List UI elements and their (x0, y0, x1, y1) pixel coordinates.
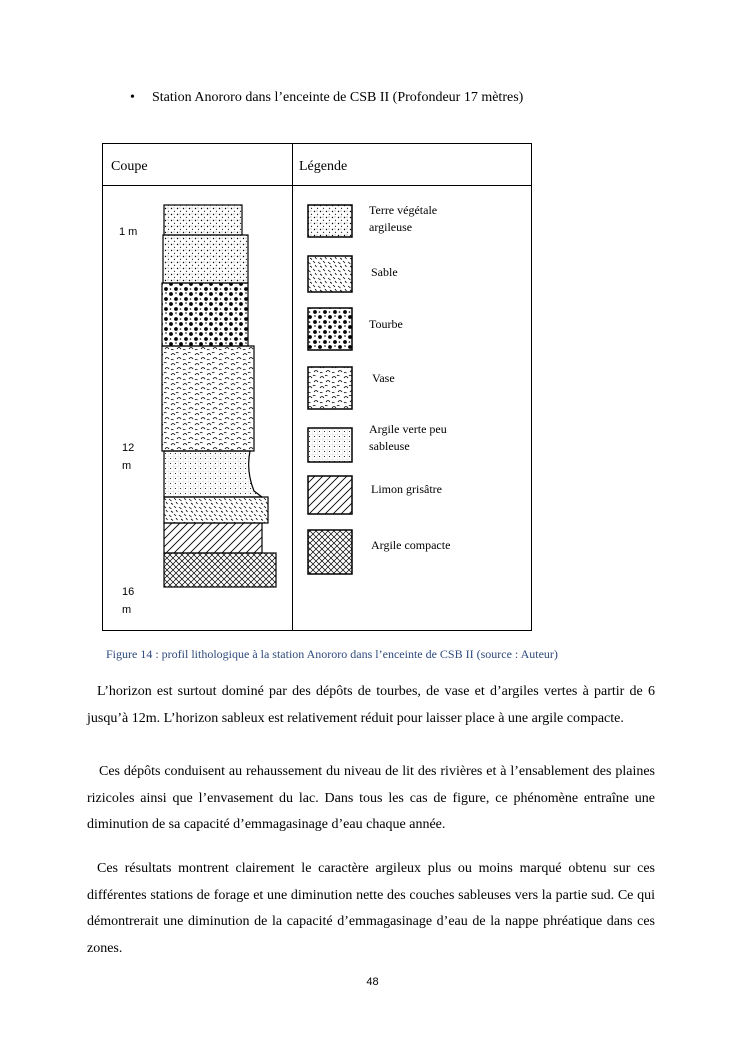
swatch-terre-vegetale (308, 205, 352, 237)
legend-label-tourbe: Tourbe (369, 317, 403, 331)
bullet-text: Station Anororo dans l’enceinte de CSB II (Profondeur 17 mètres) (152, 90, 524, 105)
depth-label-1m: 1 m (119, 226, 138, 238)
swatch-argile-compacte (308, 530, 352, 574)
layer-terre-argileuse (163, 235, 248, 283)
depth-label-12m: 12 m (122, 442, 135, 472)
depth-label-16m: 16 m (122, 586, 135, 616)
layer-terre-vegetale (164, 205, 242, 235)
page-number: 48 (366, 976, 379, 988)
lithology-table (102, 143, 532, 631)
layer-sable (164, 497, 268, 523)
header-divider (103, 185, 531, 186)
legend-label-vase: Vase (372, 371, 395, 385)
swatch-argile-verte (308, 428, 352, 462)
stratigraphic-column (158, 201, 286, 591)
swatch-vase (308, 367, 352, 409)
paragraph-2: Ces dépôts conduisent au rehaussement du niveau de lit des rivières et à l’ensablement des plaines rizicoles ainsi que l’envasement du lac. Dans tous les cas de figure, ce phénomène entraîne une diminution de sa capacité d’emmagasinage d’eau chaque année. (87, 764, 655, 832)
swatch-limon (308, 476, 352, 514)
header-coupe: Coupe (111, 159, 148, 174)
swatch-tourbe (308, 308, 352, 350)
legend-label-argile-verte: Argile verte peu sableuse (369, 422, 447, 453)
legend-label-argile-compacte: Argile compacte (371, 538, 451, 552)
layer-tourbe (162, 283, 248, 346)
paragraph-1: L’horizon est surtout dominé par des dépôts de tourbes, de vase et d’argiles vertes à partir de 6 jusqu’à 12m. L’horizon sableux est relativement réduit pour laisser place à une argile compacte. (87, 684, 655, 726)
layer-argile-compacte (164, 553, 276, 587)
header-legende: Légende (299, 159, 348, 174)
bullet-dot-icon: • (130, 90, 135, 105)
figure-caption: Figure 14 : profil lithologique à la station Anororo dans l’enceinte de CSB II (source : Auteur) (106, 647, 558, 661)
column-divider (292, 144, 293, 630)
layer-limon (164, 523, 262, 553)
legend-label-terre-vegetale: Terre végétale argileuse (369, 203, 438, 234)
layer-vase (162, 346, 254, 451)
swatch-sable (308, 256, 352, 292)
legend-label-limon: Limon grisâtre (371, 482, 442, 496)
legend-swatches (307, 204, 357, 576)
legend-label-sable: Sable (371, 265, 398, 279)
layer-argile-verte (164, 451, 262, 497)
paragraph-3: Ces résultats montrent clairement le caractère argileux plus ou moins marqué obtenu sur ces différentes stations de forage et une diminution nette des couches sableuses vers la partie sud. Ce qui démontrerait une diminution de la capacité d’emmagasinage d’eau de la nappe phréatique dans ces zones. (87, 861, 655, 956)
